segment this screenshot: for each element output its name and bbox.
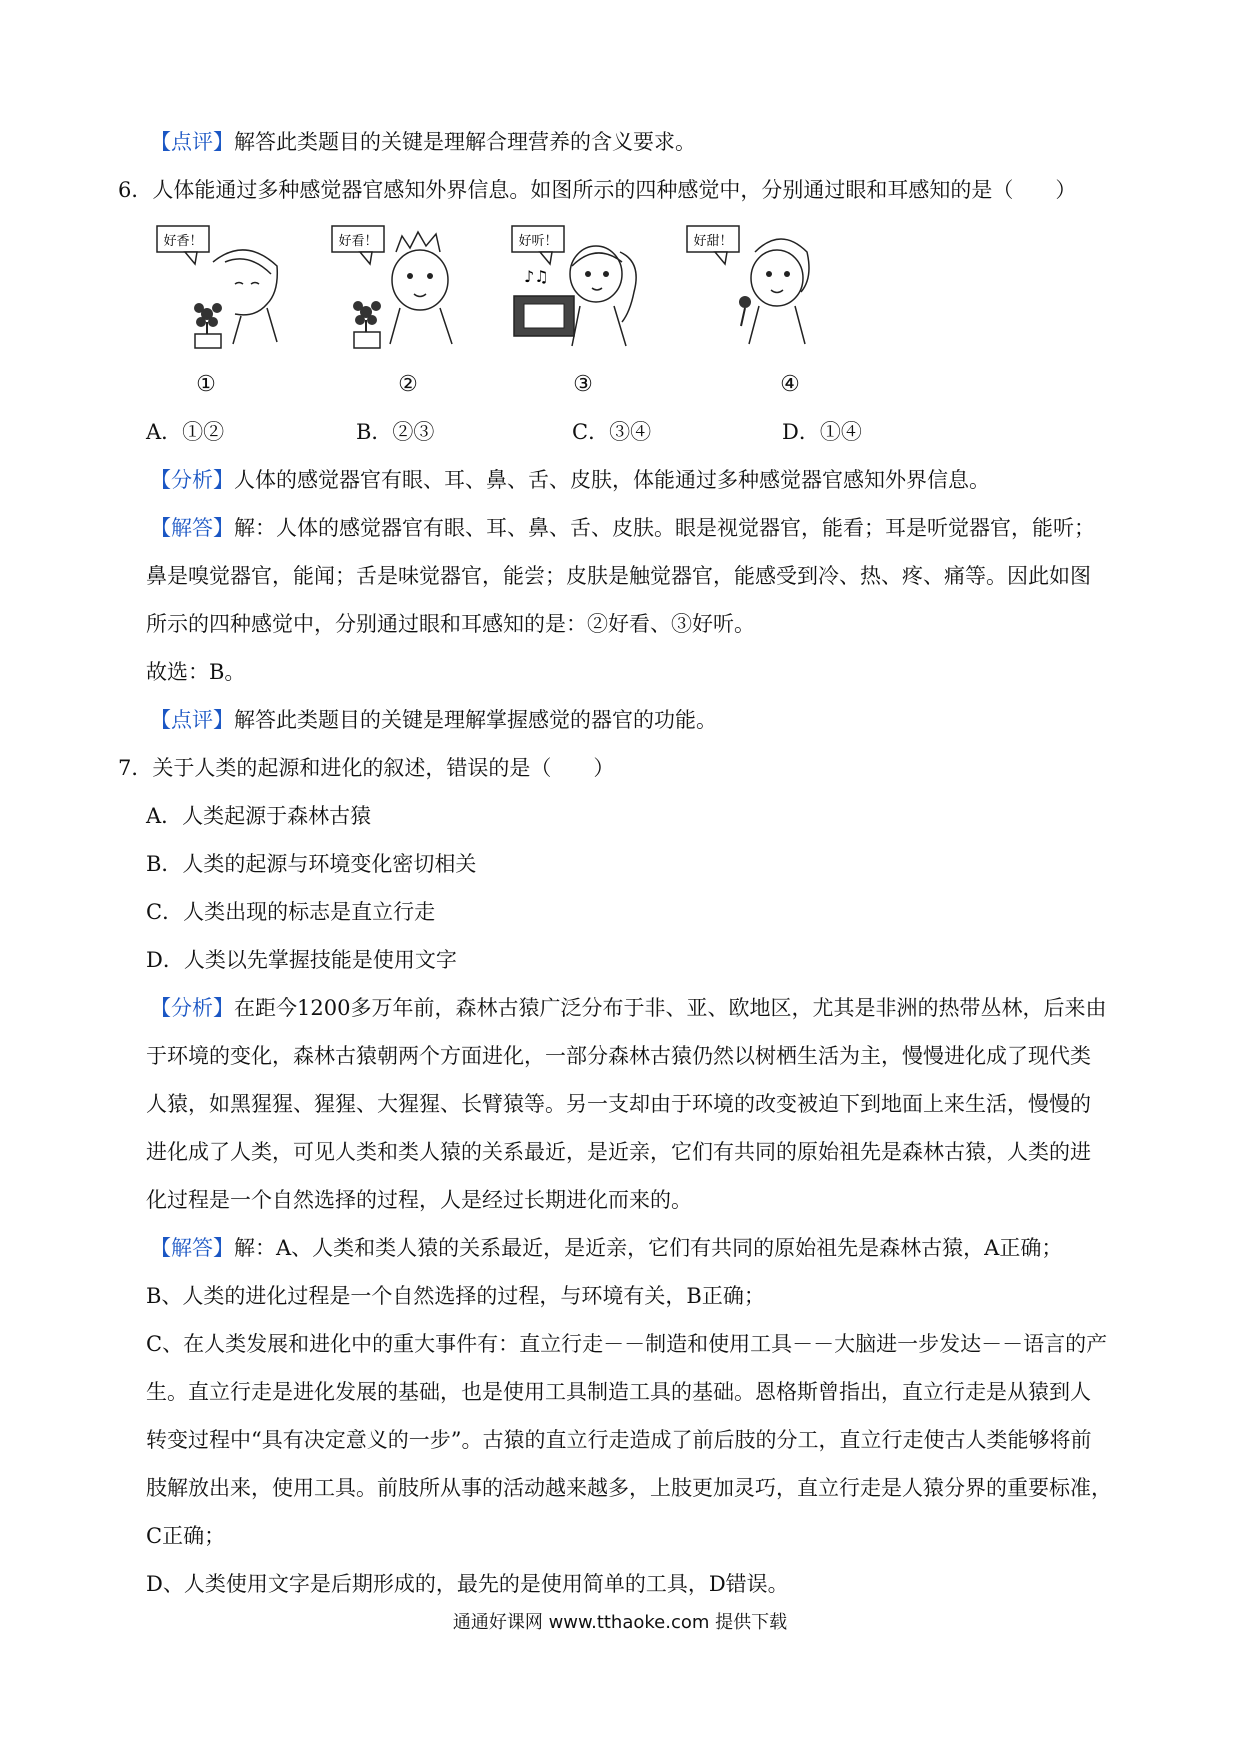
question-7-stem: 7．关于人类的起源和进化的叙述，错误的是（ ）	[118, 756, 615, 780]
bubble-1: 好香！	[163, 234, 203, 249]
figure-caption-1: ①	[196, 372, 216, 397]
smelling-flower-girl-icon	[155, 222, 285, 352]
q6-answer: 故选：B。	[146, 660, 246, 684]
q6-solution-line-3: 所示的四种感觉中，分别通过眼和耳感知的是：②好看、③好听。	[146, 612, 755, 636]
q7-analysis-line-2: 于环境的变化，森林古猿朝两个方面进化，一部分森林古猿仍然以树栖生活为主，慢慢进化成了现代类	[146, 1044, 1091, 1068]
eating-candy-child-icon	[685, 222, 815, 352]
q7-option-d: D．人类以先掌握技能是使用文字	[146, 948, 457, 972]
q7-solution-line-c2: 生。直立行走是进化发展的基础，也是使用工具制造工具的基础。恩格斯曾指出，直立行走是从猿到人	[146, 1380, 1091, 1404]
figure-caption-3: ③	[573, 372, 593, 397]
svg-text:♪♫: ♪♫	[524, 267, 549, 286]
q7-analysis-line-3: 人猿，如黑猩猩、猩猩、大猩猩、长臂猿等。另一支却由于环境的改变被迫下到地面上来生活，慢慢的	[146, 1092, 1091, 1116]
comment-tag: 【点评】	[150, 708, 234, 732]
q6-solution-line-1	[150, 514, 1095, 542]
q7-solution-line-c1: C、在人类发展和进化中的重大事件有：直立行走－－制造和使用工具－－大脑进一步发达－－语言的产	[146, 1332, 1108, 1356]
analysis-tag: 【分析】	[150, 468, 234, 492]
q7-solution-line-a	[150, 1234, 1062, 1262]
solution-text: 解：A、人类和类人猿的关系最近，是近亲，它们有共同的原始祖先是森林古猿，A正确；	[234, 1236, 1063, 1260]
figure-caption-2: ②	[398, 372, 418, 397]
listening-radio-girl-icon	[510, 222, 650, 352]
bubble-2: 好看！	[338, 234, 378, 249]
q6-option-a: A．①②	[146, 420, 225, 444]
looking-flower-boy-icon	[330, 222, 460, 352]
q7-option-a: A．人类起源于森林古猿	[146, 804, 372, 828]
q7-solution-line-b: B、人类的进化过程是一个自然选择的过程，与环境有关，B正确；	[146, 1284, 765, 1308]
page-footer: 通通好课网 www.tthaoke.com 提供下载	[452, 1612, 788, 1633]
analysis-text: 在距今1200多万年前，森林古猿广泛分布于非、亚、欧地区，尤其是非洲的热带丛林，后来由	[234, 996, 1107, 1020]
solution-text: 解：人体的感觉器官有眼、耳、鼻、舌、皮肤。眼是视觉器官，能看；耳是听觉器官，能听；	[234, 516, 1095, 540]
q6-option-d: D．①④	[782, 420, 862, 444]
q6-option-b: B．②③	[356, 420, 435, 444]
q7-analysis-line-5: 化过程是一个自然选择的过程，人是经过长期进化而来的。	[146, 1188, 692, 1212]
solution-tag: 【解答】	[150, 516, 234, 540]
q7-option-b: B．人类的起源与环境变化密切相关	[146, 852, 477, 876]
dianping-line	[150, 128, 696, 156]
dianping-text: 解答此类题目的关键是理解合理营养的含义要求。	[234, 130, 696, 154]
q7-analysis-line-1	[150, 994, 1106, 1022]
q6-comment	[150, 706, 717, 734]
q6-option-c: C．③④	[572, 420, 652, 444]
q7-solution-line-c4: 肢解放出来，使用工具。前肢所从事的活动越来越多，上肢更加灵巧，直立行走是人猿分界的重要标准，	[146, 1476, 1112, 1500]
comment-text: 解答此类题目的关键是理解掌握感觉的器官的功能。	[234, 708, 717, 732]
q6-analysis	[150, 466, 990, 494]
q7-solution-line-c5: C正确；	[146, 1524, 226, 1548]
figure-caption-4: ④	[780, 372, 800, 397]
bubble-4: 好甜！	[693, 234, 733, 249]
analysis-text: 人体的感觉器官有眼、耳、鼻、舌、皮肤，体能通过多种感觉器官感知外界信息。	[234, 468, 990, 492]
q7-analysis-line-4: 进化成了人类，可见人类和类人猿的关系最近，是近亲，它们有共同的原始祖先是森林古猿，人类的进	[146, 1140, 1091, 1164]
q7-option-c: C．人类出现的标志是直立行走	[146, 900, 436, 924]
dianping-tag: 【点评】	[150, 130, 234, 154]
q7-solution-line-d: D、人类使用文字是后期形成的，最先的是使用简单的工具，D错误。	[146, 1572, 789, 1596]
question-6-stem: 6．人体能通过多种感觉器官感知外界信息。如图所示的四种感觉中，分别通过眼和耳感知的是（ ）	[118, 178, 1077, 202]
q7-solution-line-c3: 转变过程中“具有决定意义的一步”。古猿的直立行走造成了前后肢的分工，直立行走使古人类能够将前	[146, 1428, 1092, 1452]
q6-solution-line-2: 鼻是嗅觉器官，能闻；舌是味觉器官，能尝；皮肤是触觉器官，能感受到冷、热、疼、痛等。因此如图	[146, 564, 1091, 588]
solution-tag: 【解答】	[150, 1236, 234, 1260]
analysis-tag: 【分析】	[150, 996, 234, 1020]
bubble-3: 好听！	[518, 234, 558, 249]
